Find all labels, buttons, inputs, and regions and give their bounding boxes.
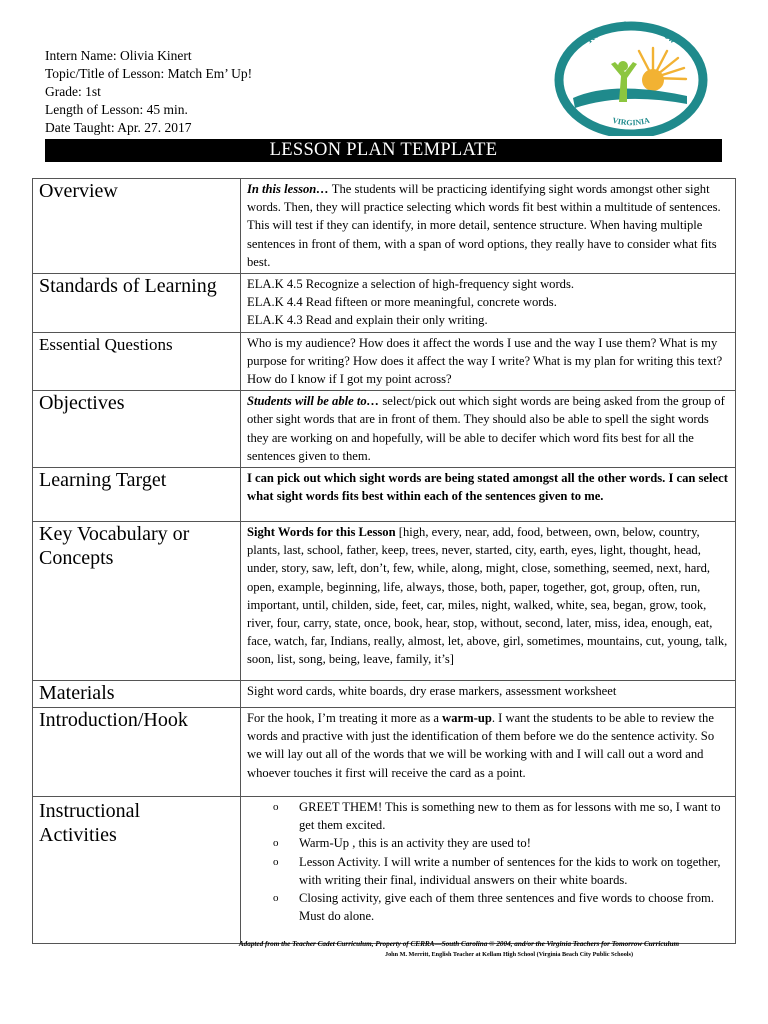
lesson-topic: Topic/Title of Lesson: Match Em’ Up! xyxy=(45,66,253,81)
activities-text xyxy=(241,797,736,944)
vocab-words: [high, every, near, add, food, between, own, below, country, plants, last, school, father, keep, trees, never, started, city, earth, eyes, light, thought, head, under, story, saw, left, don’t, few, while, along, might, close, something, seemed, next, hard, open, example, beginning, life, always, those, both, paper, together, got, group, often, run, important, until, childen, side, feet, car, miles, night, walked, white, sea, began, grow, took, river, four, carry, state, once, book, hear, stop, without, second, later, miss, idea, enough, eat, face, watch, far, Indians, really, almost, let, above, girl, sometimes, mountains, cut, young, talk, soon, list, song, being, leave, family, it’s] xyxy=(247,525,728,667)
label-introduction-hook: Introduction/Hook xyxy=(33,708,241,797)
objectives-text xyxy=(241,391,736,468)
introduction-text xyxy=(241,708,736,797)
svg-text:Teachers for Tomorrow xyxy=(585,21,678,47)
label-objectives: Objectives xyxy=(33,391,241,468)
label-standards: Standards of Learning xyxy=(33,274,241,333)
overview-lead: In this lesson… xyxy=(247,182,329,196)
list-item: o Closing activity, give each of them three sentences and five words to choose from. Must do alone. xyxy=(299,889,729,925)
intro-pre: For the hook, I’m treating it more as a xyxy=(247,711,443,726)
intro-post: . I want the students to be able to review the words and practive with just the identification of them before we do the sentence activity. So we will lay out all of the words that we will be working with and I will call out a word and whoever touches it first will receive the card as a point. xyxy=(247,711,715,780)
standard-line: ELA.K 4.5 Recognize a selection of high-frequency sight words. xyxy=(247,277,574,292)
page-title: LESSON PLAN TEMPLATE xyxy=(45,139,722,162)
label-overview: Overview xyxy=(33,179,241,274)
lesson-length: Length of Lesson: 45 min. xyxy=(45,102,188,117)
footer-credit: Adapted from the Teacher Cadet Curriculum, Property of CERRA—South Carolina © 2004, and/or the Virginia Teachers for Tomorrow Curriculum xyxy=(238,940,680,948)
lesson-info xyxy=(45,47,252,137)
date-taught: Date Taught: Apr. 27. 2017 xyxy=(45,120,192,135)
row-standards xyxy=(33,274,736,333)
lesson-plan-table xyxy=(32,178,736,944)
label-essential-questions: Essential Questions xyxy=(33,332,241,391)
row-key-vocabulary xyxy=(33,522,736,681)
row-introduction-hook xyxy=(33,708,736,797)
intro-bold: warm-up xyxy=(442,711,492,726)
activities-list xyxy=(247,798,729,925)
learning-target-text xyxy=(241,468,736,522)
row-materials xyxy=(33,681,736,708)
row-instructional-activities xyxy=(33,797,736,944)
row-essential-questions xyxy=(33,332,736,391)
objectives-lead: Students will be able to… xyxy=(247,394,380,409)
label-materials: Materials xyxy=(33,681,241,708)
row-learning-target xyxy=(33,468,736,522)
key-vocabulary-text xyxy=(241,522,736,681)
grade: Grade: 1st xyxy=(45,84,101,99)
row-objectives xyxy=(33,391,736,468)
activities-label-text: Instructional Activities xyxy=(39,800,141,847)
label-instructional-activities xyxy=(33,797,241,944)
list-item: o Lesson Activity. I will write a number of sentences for the kids to work on together, with writing their final, individual answers on their white boards. xyxy=(299,853,729,889)
learning-target-body: I can pick out which sight words are being stated amongst all the other words. I can select what sight words fits best within each of the sentences given to me. xyxy=(247,471,728,504)
essential-questions-text: Who is my audience? How does it affect the words I use and the way I use them? What is my purpose for writing? How does it affect the way I write? What is my plan for writing this text? How do I know if I got my point across? xyxy=(241,332,736,391)
row-overview xyxy=(33,179,736,274)
standard-line: ELA.K 4.4 Read fifteen or more meaningful, concrete words. xyxy=(247,295,557,310)
teachers-for-tomorrow-logo xyxy=(553,18,709,136)
vocab-lead: Sight Words for this Lesson xyxy=(247,525,396,540)
list-item: o Warm-Up , this is an activity they are used to! xyxy=(299,834,729,852)
materials-text: Sight word cards, white boards, dry erase markers, assessment worksheet xyxy=(241,681,736,708)
objectives-body: select/pick out which sight words are being asked from the group of other sight words that are in front of them. They should also be able to spell the sight words they are working on and hopefully, will be able to decifer which word fits best for all the sentences given to them. xyxy=(247,394,725,463)
standard-line: ELA.K 4.3 Read and explain their only writing. xyxy=(247,313,488,328)
logo-bottom-text: VIRGINIA xyxy=(611,115,651,128)
label-learning-target: Learning Target xyxy=(33,468,241,522)
standards-text xyxy=(241,274,736,333)
overview-body: The students will be practicing identifying sight words amongst other sight words. Then, they will practice selecting which words fit best within a multitude of sentences. This will test if they can identify, in more detail, sentence structure. When having multiple sentences in front of them, with a span of word options, they really have to consider what fits best. xyxy=(247,182,721,269)
list-item: o GREET THEM! This is something new to them as for lessons with me so, I want to get them excited. xyxy=(299,798,729,834)
svg-text:VIRGINIA xyxy=(611,116,651,128)
label-key-vocabulary: Key Vocabulary or Concepts xyxy=(33,522,241,681)
footer-author: John M. Merritt, English Teacher at Kellam High School (Virginia Beach City Public Schools) xyxy=(384,951,633,958)
overview-text xyxy=(241,179,736,274)
intern-name: Intern Name: Olivia Kinert xyxy=(45,48,192,63)
logo-top-text: Teachers for Tomorrow xyxy=(584,20,678,47)
